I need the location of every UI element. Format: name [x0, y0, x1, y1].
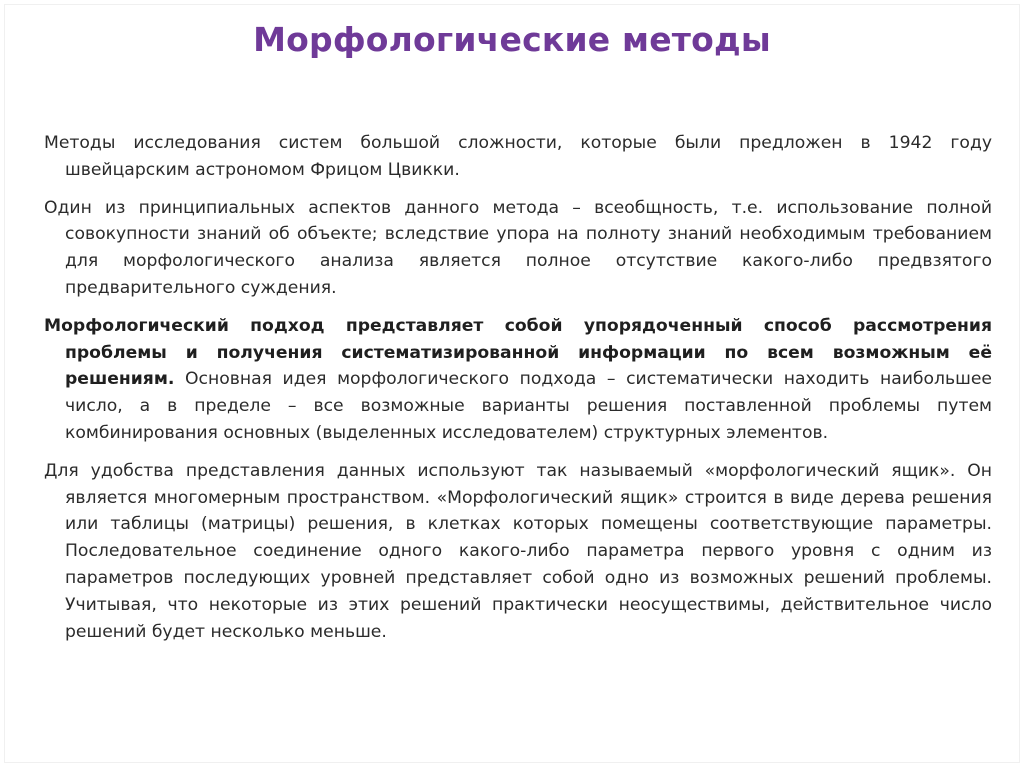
- slide-title: Морфологические методы: [253, 20, 771, 59]
- paragraph-bold-definition: Морфологический подход представляет собой упорядоченный способ рассмотрения проблемы и получения систематизированной информации по всем возможным её решениям.: [44, 315, 992, 390]
- paragraph-text: Основная идея морфологического подхода – систематически находить наибольшее число, а в пределе – все возможные варианты решения поставленной проблемы путем комбинирования основных (выделенных исследователем) структурных элементов.: [65, 369, 992, 443]
- paragraph-text: Для удобства представления данных используют так называемый «морфологический ящик». Он является многомерным пространством. «Морфологический ящик» строится в виде дерева решения или таблицы (матрицы) решения, в клетках которых помещены соответствующие параметры. Последовательное соединение одного какого-либо параметра первого уровня с одним из параметров последующих уровней представляет собой одно из возможных решений проблемы. Учитывая, что некоторые из этих решений практически неосуществимы, действительное число решений будет несколько меньше.: [44, 460, 992, 642]
- paragraph-morphological-box: [44, 458, 992, 646]
- paragraph-morphological-approach: [44, 313, 992, 447]
- paragraph-text: Методы исследования систем большой сложности, которые были предложен в 1942 году швейцарским астрономом Фрицом Цвикки.: [44, 133, 992, 180]
- paragraph-text: Один из принципиальных аспектов данного метода – всеобщность, т.е. использование полной совокупности знаний об объекте; вследствие упора на полноту знаний необходимым требованием для морфологического анализа является полное отсутствие какого-либо предвзятого предварительного суждения.: [44, 197, 992, 298]
- paragraph-universality: [44, 195, 992, 302]
- slide-body: [44, 130, 992, 656]
- paragraph-zwicky-history: [44, 130, 992, 184]
